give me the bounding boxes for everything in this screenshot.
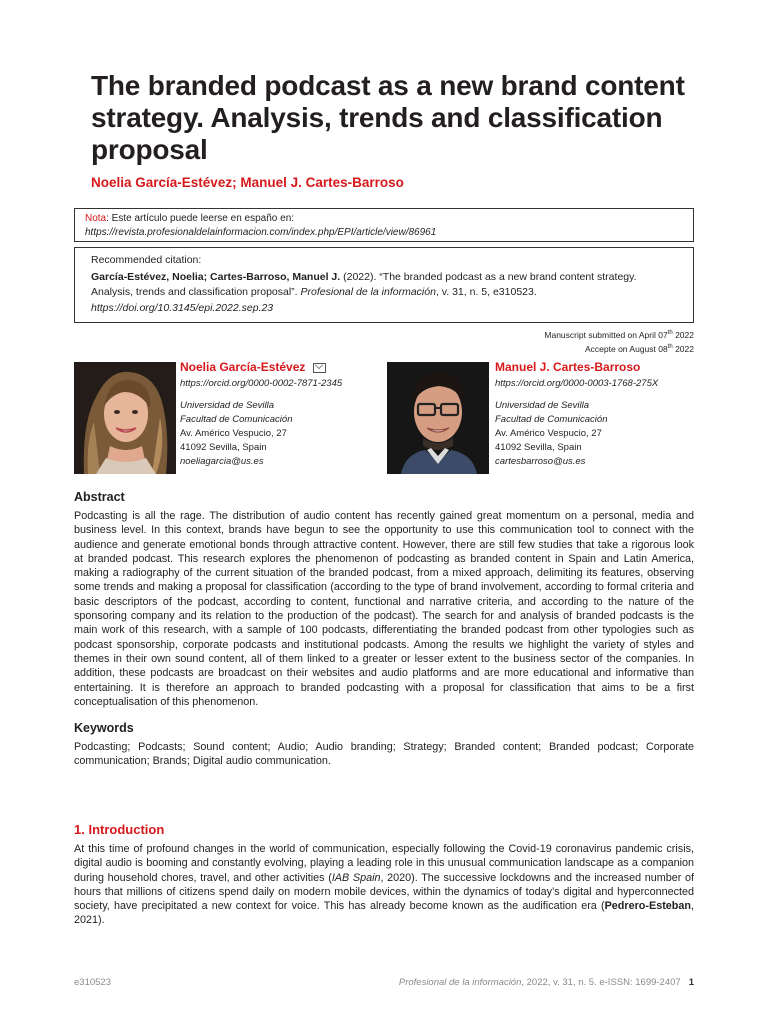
- author2-orcid-link[interactable]: https://orcid.org/0000-0003-1768-275X: [495, 378, 659, 389]
- author1-affil1: Universidad de Sevilla: [180, 400, 274, 411]
- abstract-heading: Abstract: [74, 490, 125, 504]
- citation-details: , v. 31, n. 5, e310523.: [435, 286, 537, 298]
- accepted-date: Accepte on August 08th 2022: [585, 343, 694, 354]
- footer-journal-info: [399, 977, 694, 988]
- author2-city: 41092 Sevilla, Spain: [495, 442, 582, 453]
- author2-email-link[interactable]: cartesbarroso@us.es: [495, 456, 586, 467]
- keywords-heading: Keywords: [74, 721, 134, 735]
- author1-email-link[interactable]: noeliagarcia@us.es: [180, 456, 264, 467]
- note-box: [74, 208, 694, 242]
- author1-affil2: Facultad de Comunicación: [180, 414, 293, 425]
- author2-info: [495, 360, 658, 469]
- note-url-link[interactable]: https://revista.profesionaldelainformacion.com/index.php/EPI/article/view/86961: [85, 227, 437, 238]
- citation-heading: Recommended citation:: [91, 254, 202, 266]
- submitted-date: Manuscript submitted on April 07th 2022: [544, 329, 694, 340]
- citation-doi-link[interactable]: https://doi.org/10.3145/epi.2022.sep.23: [91, 301, 274, 314]
- citation-year-title: (2022). “The branded podcast as a new brand content strategy. Analysis, trends and classification proposal”.: [91, 270, 637, 298]
- author2-photo: [387, 362, 489, 474]
- abstract-text: Podcasting is all the rage. The distribution of audio content has recently gained great momentum on a personal, media and business level. In this context, brands have begun to see the opportunity to use this communication tool to connect with the audience and generate emotional bonds through attractive content. However, there are still few studies that take a rigorous look at branded podcast. This research explores the phenomenon of podcasting as branded content in Spain and Latin America, making a radiography of the current situation of the branded podcast, from a mixed approach, delimiting its features, observing some trends and making a proposal for classification (according to the type of brand involvement, according to formal criteria and basic descriptors of the podcast, according to content, functional and narrative criteria, and according to the nature of the sponsoring company and its relation to the production of the podcast). The search for and analysis of branded podcasts is the main work of this research, with a sample of 100 podcasts, differentiating the branded podcast from other typologies such as podcast sponsorship, corporate podcasts and institutional podcasts. Among the results we highlight the variety of styles and themes in their own sound content, all of them linked to a greater or lesser extent to the business sector of the companies. In addition, these podcasts are broadcast on their websites and audio platforms and are more educational and informative than entertaining. It is therefore an approach to branded podcasting with a proposal for classification that aims to be a first conceptualisation of this phenomenon.: [74, 510, 694, 708]
- keywords-text: Podcasting; Podcasts; Sound content; Audio; Audio branding; Strategy; Branded content; Branded podcast; Corporate communication; Brands; Digital audio communication.: [74, 741, 694, 768]
- author1-orcid-link[interactable]: https://orcid.org/0000-0002-7871-2345: [180, 378, 343, 389]
- citation-box: [74, 247, 694, 323]
- introduction-heading: 1. Introduction: [74, 822, 165, 837]
- citation-journal: Profesional de la información: [300, 286, 436, 298]
- author2-affil2: Facultad de Comunicación: [495, 414, 608, 425]
- intro-cite1: IAB Spain: [331, 871, 381, 884]
- note-text: : Este artículo puede leerse en españo en:: [106, 213, 295, 224]
- author1-city: 41092 Sevilla, Spain: [180, 442, 267, 453]
- intro-cite2: Pedrero-Esteban: [604, 900, 691, 913]
- authors-line: Noelia García-Estévez; Manuel J. Cartes-Barroso: [91, 175, 404, 190]
- footer-article-id: e310523: [74, 977, 111, 988]
- author2-affil1: Universidad de Sevilla: [495, 400, 589, 411]
- introduction-text: At this time of profound changes in the world of communication, especially following the Covid-19 coronavirus pandemic crisis, digital audio is booming and constantly evolving, playing a leading role in this unusual communication landscape as a companion during household chores, travel, and other activities (IAB Spain, 2020). The successive lockdowns and the increased number of hours that millions of citizens spend daily on modern mobile devices, within the dynamics of today’s digital and hyperconnected society, have precipitated a new context for voice. This has already become known as the audification era (Pedrero-Esteban, 2021).: [74, 843, 694, 927]
- author1-address: Av. Américo Vespucio, 27: [180, 428, 287, 439]
- footer-journal: Profesional de la información: [398, 977, 522, 988]
- citation-authors: García-Estévez, Noelia; Cartes-Barroso, Manuel J.: [91, 270, 341, 283]
- note-line: [85, 212, 683, 226]
- footer-issue: , 2022, v. 31, n. 5. e-ISSN: 1699-2407: [521, 977, 681, 988]
- author2-address: Av. Américo Vespucio, 27: [495, 428, 602, 439]
- author2-name: Manuel J. Cartes-Barroso: [495, 360, 641, 374]
- note-label: Nota: [85, 213, 107, 224]
- author1-photo: [74, 362, 176, 474]
- manuscript-dates: [544, 327, 694, 355]
- citation-text: [91, 270, 677, 301]
- author1-name-row: [180, 360, 342, 375]
- article-title: The branded podcast as a new brand content strategy. Analysis, trends and classification proposal: [91, 70, 685, 165]
- mail-icon[interactable]: [313, 363, 326, 373]
- page-number: 1: [688, 977, 694, 988]
- author1-info: [180, 360, 342, 469]
- author1-name: Noelia García-Estévez: [180, 360, 306, 374]
